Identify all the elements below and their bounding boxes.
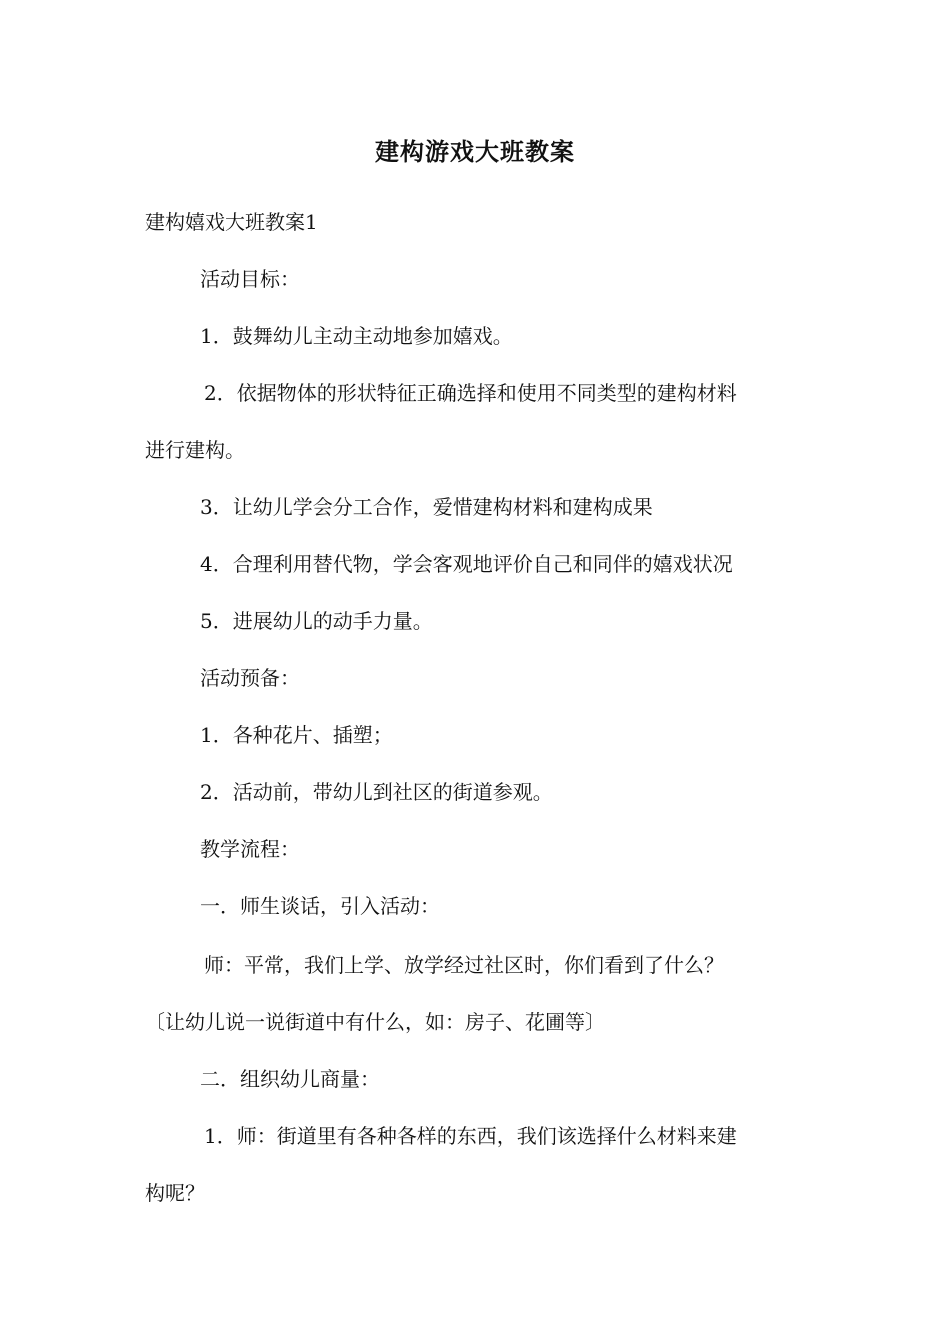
section-heading: 建构嬉戏大班教案1 bbox=[145, 210, 318, 234]
paragraph-goal-2: 2．依据物体的形状特征正确选择和使用不同类型的建构材料 bbox=[204, 381, 737, 405]
paragraph-teacher-question-note: 〔让幼儿说一说街道中有什么，如：房子、花圃等〕 bbox=[145, 1010, 605, 1034]
paragraph-goal-3: 3．让幼儿学会分工合作，爱惜建构材料和建构成果 bbox=[200, 495, 653, 519]
paragraph-activity-goals-heading: 活动目标： bbox=[200, 267, 300, 291]
paragraph-goal-4: 4．合理利用替代物，学会客观地评价自己和同伴的嬉戏状况 bbox=[200, 552, 733, 576]
paragraph-process-heading: 教学流程： bbox=[200, 837, 300, 861]
paragraph-goal-1: 1．鼓舞幼儿主动主动地参加嬉戏。 bbox=[200, 324, 513, 348]
paragraph-teacher-question: 师：平常，我们上学、放学经过社区时，你们看到了什么？ bbox=[204, 953, 724, 977]
paragraph-step-1: 一．师生谈话，引入活动： bbox=[200, 894, 440, 918]
paragraph-goal-5: 5．进展幼儿的动手力量。 bbox=[200, 609, 433, 633]
paragraph-discussion-1-continued: 构呢？ bbox=[145, 1181, 205, 1205]
document-title: 建构游戏大班教案 bbox=[375, 137, 575, 166]
paragraph-step-2: 二．组织幼儿商量： bbox=[200, 1067, 380, 1091]
paragraph-discussion-1: 1．师：街道里有各种各样的东西，我们该选择什么材料来建 bbox=[204, 1124, 737, 1148]
paragraph-goal-2-continued: 进行建构。 bbox=[145, 438, 245, 462]
paragraph-preparation-heading: 活动预备： bbox=[200, 666, 300, 690]
paragraph-preparation-1: 1．各种花片、插塑； bbox=[200, 723, 393, 747]
paragraph-preparation-2: 2．活动前，带幼儿到社区的街道参观。 bbox=[200, 780, 553, 804]
